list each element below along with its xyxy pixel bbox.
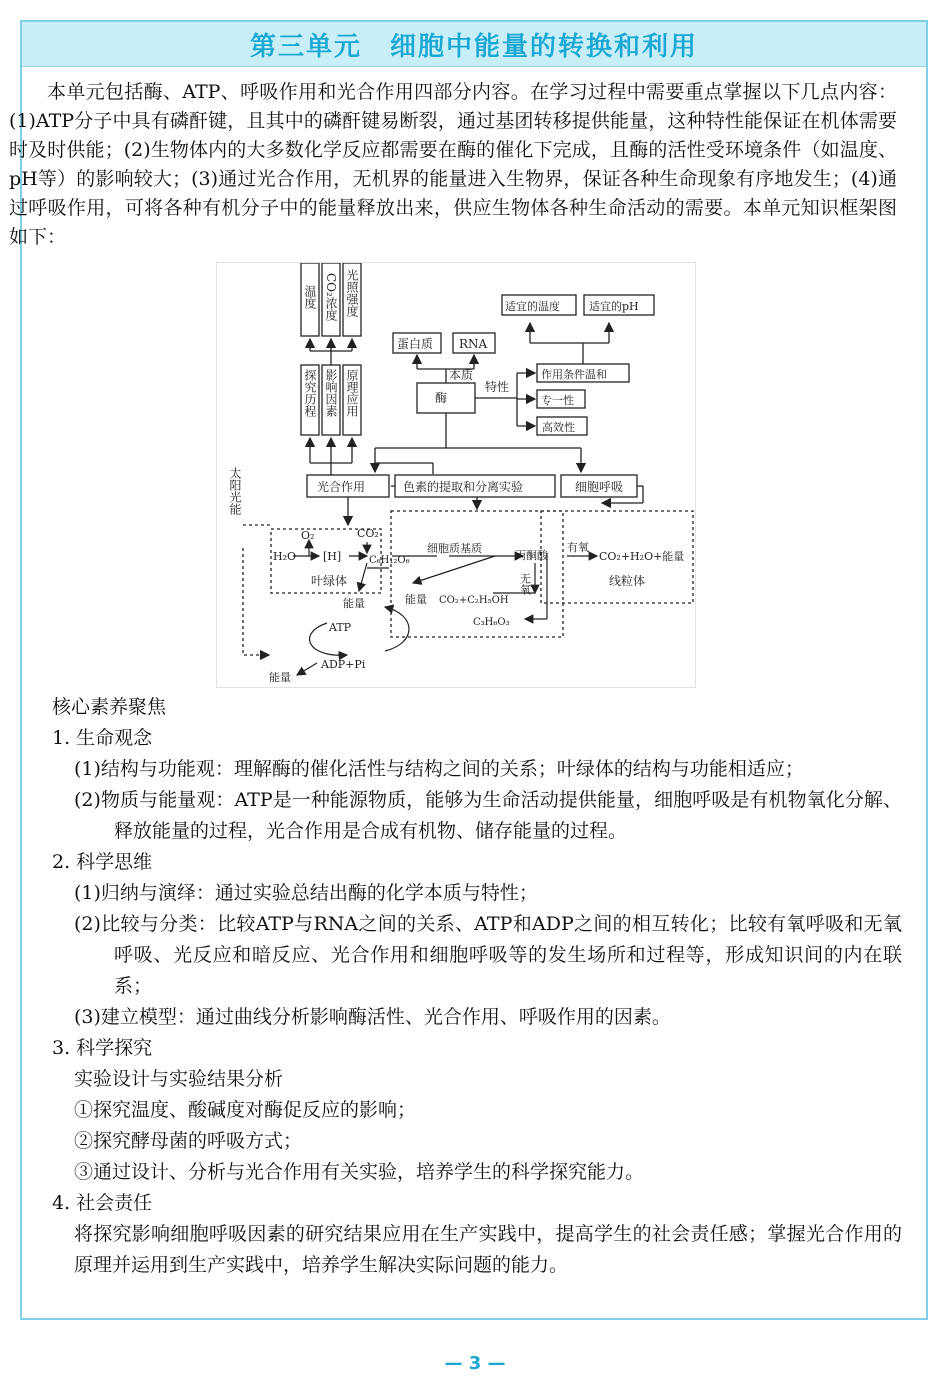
label-chloroplast: 叶绿体 [311, 574, 348, 588]
label-application: 原理应用 [345, 369, 359, 417]
core-heading: 核心素养聚焦 [52, 696, 167, 718]
core-literacy-section [52, 692, 902, 1281]
section-4-text: 将探究影响细胞呼吸因素的研究结果应用在生产实践中，提高学生的社会责任感；掌握光合作用的原理并运用到生产实践中，培养学生解决实际问题的能力。 [74, 1223, 902, 1276]
intro-paragraph: 本单元包括酶、ATP、呼吸作用和光合作用四部分内容。在学习过程中需要重点掌握以下几点内容：(1)ATP分子中具有磷酐键，且其中的磷酐键易断裂，通过基团转移提供能量，这种特性能保证在机体需要时及时供能；(2)生物体内的大多数化学反应都需要在酶的催化下完成，且酶的活性受环境条件（如温度、pH等）的影响较大；(3)通过光合作用，无机界的能量进入生物界，保证各种生命现象有序地发生；(4)通过呼吸作用，可将各种有机分子中的能量释放出来，供应生物体各种生命活动的需要。本单元知识框架图如下： [9, 81, 897, 248]
label-atp: ATP [329, 621, 352, 634]
label-factors: 影响因素 [324, 369, 338, 417]
section-2-item: (1)归纳与演绎：通过实验总结出酶的化学本质与特性； [74, 882, 538, 904]
label-cytoplasm: 细胞质基质 [427, 542, 482, 555]
label-optimal-ph: 适宜的pH [589, 300, 639, 313]
label-anaerobic: 无氧 [518, 573, 532, 595]
unit-title-bar [22, 22, 926, 67]
section-4-title: 4. 社会责任 [52, 1192, 153, 1214]
label-protein: 蛋白质 [397, 337, 434, 351]
label-sunlight: 太阳光能 [228, 467, 242, 515]
label-o2: O₂ [301, 529, 315, 542]
label-adp: ADP+Pi [321, 658, 366, 671]
label-nature: 本质 [449, 368, 474, 382]
unit-title: 第三单元 细胞中能量的转换和利用 [249, 31, 698, 62]
label-efficient: 高效性 [542, 421, 575, 434]
section-3-subtitle: 实验设计与实验结果分析 [74, 1068, 284, 1090]
label-enzyme: 酶 [435, 391, 448, 405]
label-energy-top: 能量 [343, 597, 365, 610]
label-temperature: 温度 [303, 285, 317, 309]
label-energy-anaerobic: 能量 [405, 593, 427, 606]
section-2-item: (2)比较与分类：比较ATP与RNA之间的关系、ATP和ADP之间的相互转化；比较有氧呼吸和无氧呼吸、光反应和暗反应、光合作用和细胞呼吸等的发生场所和过程等，形成知识间的内在联系； [74, 913, 902, 997]
label-h: [H] [323, 550, 342, 563]
label-co2-in: CO₂ [357, 527, 379, 540]
section-1-item: (2)物质与能量观：ATP是一种能源物质，能够为生命活动提供能量，细胞呼吸是有机物氧化分解、释放能量的过程，光合作用是合成有机物、储存能量的过程。 [74, 789, 902, 842]
label-aerobic: 有氧 [567, 541, 589, 554]
label-glucose: C₆H₁₂O₆ [369, 555, 410, 566]
section-3-item: ①探究温度、酸碱度对酶促反应的影响； [74, 1099, 417, 1121]
section-3-item: ②探究酵母菌的呼吸方式； [74, 1130, 303, 1152]
section-3-item: ③通过设计、分析与光合作用有关实验，培养学生的科学探究能力。 [74, 1161, 645, 1183]
label-property: 特性 [485, 380, 510, 394]
label-pyruvate: 丙酮酸 [515, 549, 548, 562]
label-anaerobic-products: CO₂+C₂H₅OH [439, 595, 509, 606]
page-number: — 3 — [444, 1353, 506, 1374]
label-respiration: 细胞呼吸 [575, 480, 624, 494]
label-photosynthesis: 光合作用 [317, 480, 366, 494]
label-h2o: H₂O [273, 550, 297, 563]
label-rna: RNA [459, 337, 488, 351]
label-co2: CO₂浓度 [324, 273, 338, 321]
label-lactic: C₃H₆O₃ [473, 617, 510, 628]
diagram-svg [217, 263, 695, 687]
knowledge-framework-diagram [216, 262, 696, 688]
label-specific: 专一性 [541, 394, 574, 407]
label-pigment: 色素的提取和分离实验 [403, 480, 524, 494]
label-energy-bottom: 能量 [269, 671, 291, 684]
label-mitochondria: 线粒体 [609, 574, 646, 588]
label-history: 探究历程 [303, 369, 317, 417]
section-1-item: (1)结构与功能观：理解酶的催化活性与结构之间的关系；叶绿体的结构与功能相适应； [74, 758, 804, 780]
section-1-title: 1. 生命观念 [52, 727, 153, 749]
label-light: 光照强度 [345, 269, 359, 317]
section-2-item: (3)建立模型：通过曲线分析影响酶活性、光合作用、呼吸作用的因素。 [74, 1006, 671, 1028]
label-mild: 作用条件温和 [541, 368, 607, 381]
label-aerobic-products: CO₂+H₂O+能量 [599, 550, 685, 563]
label-optimal-temp: 适宜的温度 [505, 300, 560, 313]
section-2-title: 2. 科学思维 [52, 851, 153, 873]
section-3-title: 3. 科学探究 [52, 1037, 153, 1059]
